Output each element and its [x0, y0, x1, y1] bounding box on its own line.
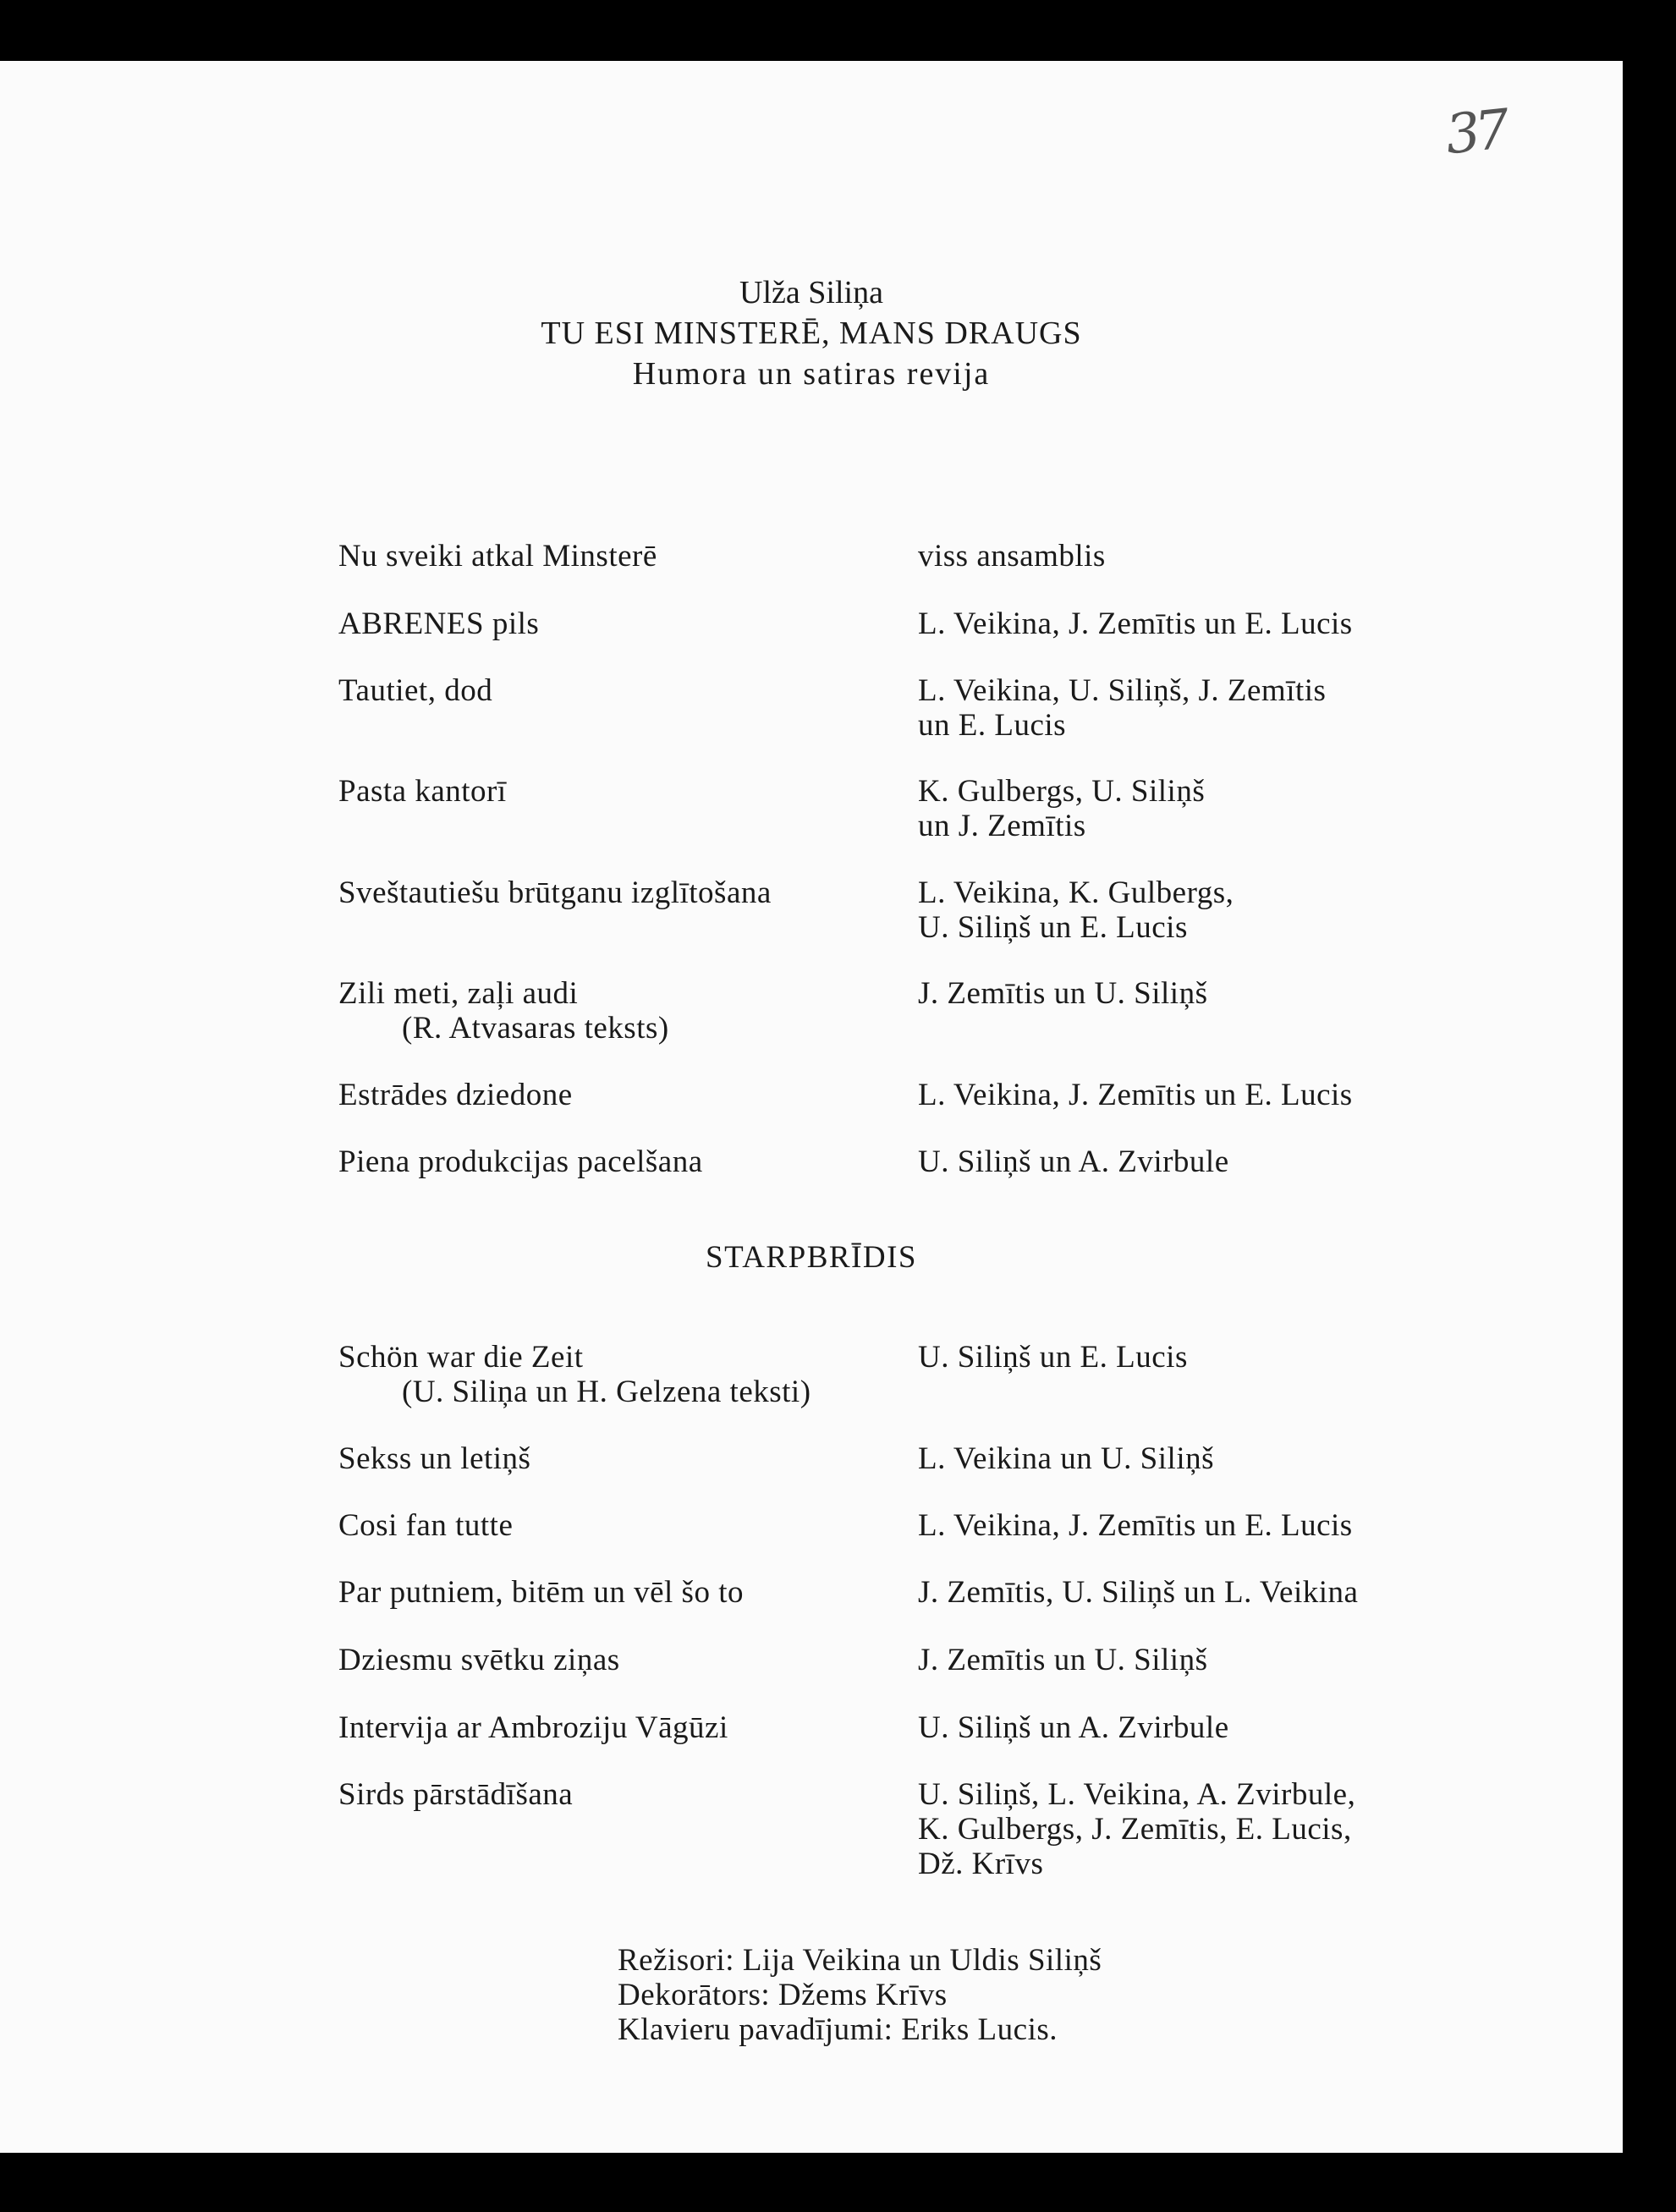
act-performers: L. Veikina, J. Zemītis un E. Lucis [918, 607, 1353, 641]
act-title: Piena produkcijas pacelšana [338, 1144, 703, 1179]
act-performers: J. Zemītis un U. Siliņš [918, 1643, 1208, 1677]
act-title: Pasta kantorī [338, 774, 507, 809]
act-performers: L. Veikina un U. Siliņš [918, 1441, 1214, 1476]
act-performers: L. Veikina, J. Zemītis un E. Lucis [918, 1508, 1353, 1543]
decorator-credit: Dekorātors: Džems Krīvs [618, 1978, 948, 2012]
act-performers: J. Zemītis un U. Siliņš [918, 976, 1208, 1011]
act-title: Sveštautiešu brūtganu izglītošana [338, 875, 772, 910]
act-title: Estrādes dziedone [338, 1078, 573, 1112]
act-performers: U. Siliņš un E. Lucis [918, 1340, 1188, 1375]
program-page [0, 61, 1623, 2153]
act-title: Nu sveiki atkal Minsterē [338, 539, 657, 574]
act-performers: K. Gulbergs, U. Siliņš un J. Zemītis [918, 774, 1206, 843]
intermission-heading: STARPBRĪDIS [706, 1240, 917, 1275]
act-title: Dziesmu svētku ziņas [338, 1643, 620, 1677]
act-title: Tautiet, dod [338, 673, 493, 708]
act-title: Cosi fan tutte [338, 1508, 514, 1543]
handwritten-page-number: 37 [1442, 98, 1508, 167]
act-performers: U. Siliņš un A. Zvirbule [918, 1144, 1229, 1179]
act-title: Par putniem, bitēm un vēl šo to [338, 1575, 744, 1610]
author-line: Ulža Siliņa [739, 275, 883, 310]
act-title: ABRENES pils [338, 607, 540, 641]
show-subtitle: Humora un satiras revija [632, 356, 991, 392]
act-performers: J. Zemītis, U. Siliņš un L. Veikina [918, 1575, 1359, 1610]
program-header [0, 272, 1623, 394]
act-title: Zili meti, zaļi audi (R. Atvasaras teksts) [338, 976, 669, 1046]
act-performers: U. Siliņš, L. Veikina, A. Zvirbule, K. Gulbergs, J. Zemītis, E. Lucis, Dž. Krīvs [918, 1777, 1356, 1881]
act-title: Schön war die Zeit (U. Siliņa un H. Gelzena teksti) [338, 1340, 811, 1409]
act-performers: L. Veikina, U. Siliņš, J. Zemītis un E. Lucis [918, 673, 1327, 743]
piano-credit: Klavieru pavadījumi: Eriks Lucis. [618, 2012, 1058, 2047]
show-title: TU ESI MINSTERĒ, MANS DRAUGS [541, 316, 1082, 351]
production-credits [618, 1943, 1102, 2047]
act-performers: L. Veikina, J. Zemītis un E. Lucis [918, 1078, 1353, 1112]
act-performers: U. Siliņš un A. Zvirbule [918, 1710, 1229, 1745]
act-title: Sirds pārstādīšana [338, 1777, 574, 1812]
act-title: Sekss un letiņš [338, 1441, 531, 1476]
directors-credit: Režisori: Lija Veikina un Uldis Siliņš [618, 1943, 1102, 1978]
act-performers: viss ansamblis [918, 539, 1106, 574]
act-performers: L. Veikina, K. Gulbergs, U. Siliņš un E. Lucis [918, 875, 1234, 945]
act-title: Intervija ar Ambroziju Vāgūzi [338, 1710, 728, 1745]
